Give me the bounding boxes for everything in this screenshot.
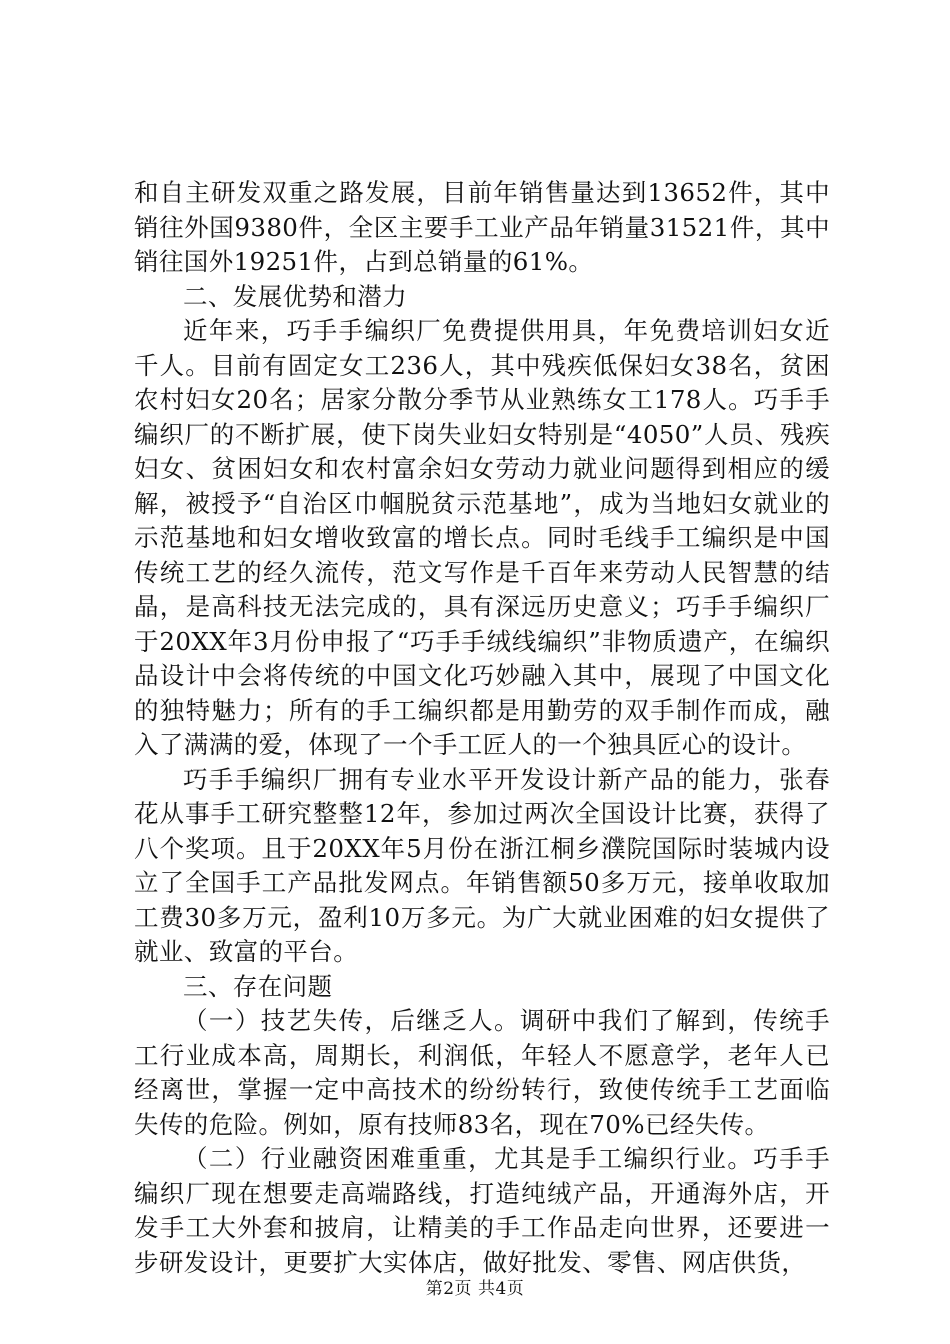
paragraph-recent-years: 近年来，巧手手编织厂免费提供用具，年免费培训妇女近千人。目前有固定女工236人，其中残疾低保妇女38名，贫困农村妇女20名；居家分散分季节从业熟练女工178人。巧手手编织厂的不断扩展，使下岗失业妇女特别是“4050”人员、残疾妇女、贫困妇女和农村富余妇女劳动力就业问题得到相应的缓解，被授予“自治区巾帼脱贫示范基地”，成为当地妇女就业的示范基地和妇女增收致富的增长点。同时毛线手工编织是中国传统工艺的经久流传，范文写作是千百年来劳动人民智慧的结晶，是高科技无法完成的，具有深远历史意义；巧手手编织厂于20XX年3月份申报了“巧手手绒线编织”非物质遗产，在编织品设计中会将传统的中国文化巧妙融入其中，展现了中国文化的独特魅力；所有的手工编织都是用勤劳的双手制作而成，融入了满满的爱，体现了一个手工匠人的一个独具匠心的设计。 bbox=[134, 316, 830, 759]
document-body bbox=[134, 176, 830, 1280]
section-heading-advantages: 二、发展优势和潜力 bbox=[183, 281, 408, 311]
paragraph-design-capability: 巧手手编织厂拥有专业水平开发设计新产品的能力，张春花从事手工研究整整12年，参加过两次全国设计比赛，获得了八个奖项。且于20XX年5月份在浙江桐乡濮院国际时装城内设立了全国手工产品批发网点。年销售额50多万元，接单收取加工费30多万元，盈利10万多元。为广大就业困难的妇女提供了就业、致富的平台。 bbox=[134, 764, 830, 966]
paragraph-problem-two: （二）行业融资困难重重，尤其是手工编织行业。巧手手编织厂现在想要走高端路线，打造纯绒产品，开通海外店，开发手工大外套和披肩，让精美的手工作品走向世界，还要进一步研发设计，更要扩大实体店，做好批发、零售、网店供货， bbox=[134, 1144, 830, 1277]
page-number-footer: 第2页 共4页 bbox=[425, 1279, 525, 1299]
section-heading-problems: 三、存在问题 bbox=[183, 971, 333, 1001]
paragraph-problem-one: （一）技艺失传，后继乏人。调研中我们了解到，传统手工行业成本高，周期长，利润低，年轻人不愿意学，老年人已经离世，掌握一定中高技术的纷纷转行，致使传统手工艺面临失传的危险。例如，原有技师83名，现在70%已经失传。 bbox=[134, 1006, 830, 1139]
paragraph-sales-figures: 和自主研发双重之路发展，目前年销售量达到13652件，其中销往外国9380件，全区主要手工业产品年销量31521件，其中销往国外19251件，占到总销量的61%。 bbox=[134, 178, 830, 276]
